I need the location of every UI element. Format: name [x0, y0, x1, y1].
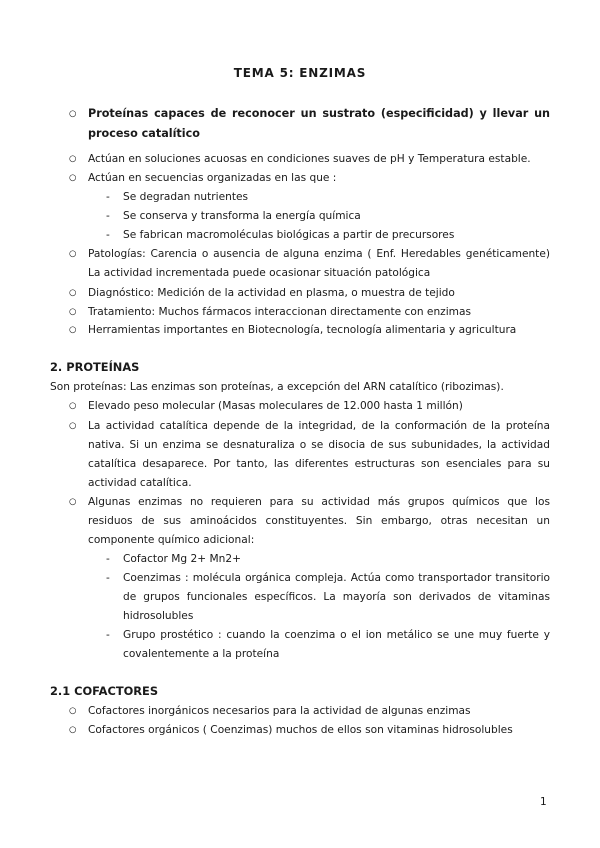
bullet-icon: ○	[69, 497, 77, 507]
dash-icon: -	[106, 210, 110, 222]
section-2-item-2-line-4: actividad catalítica.	[88, 477, 192, 489]
section-2-sub-3-line-1: Grupo prostético : cuando la coenzima o el ion metálico se une muy fuerte y	[123, 629, 550, 641]
section-2-sub-1: Cofactor Mg 2+ Mn2+	[123, 553, 241, 565]
section-2-item-3-line-3: componente químico adicional:	[88, 534, 255, 546]
dash-icon: -	[106, 629, 110, 641]
bullet-icon: ○	[69, 288, 77, 298]
intro-item-2: Actúan en soluciones acuosas en condiciones suaves de pH y Temperatura estable.	[88, 153, 531, 165]
intro-sub-1: Se degradan nutrientes	[123, 191, 249, 203]
section-2-item-2-line-3: catalítica desaparece. Por tanto, las diferentes estructuras son esenciales para su	[88, 458, 550, 470]
bullet-icon: ○	[69, 249, 77, 259]
intro-item-7: Herramientas importantes en Biotecnología, tecnología alimentaria y agricultura	[88, 324, 517, 336]
section-2-1-heading: 2.1 COFACTORES	[50, 684, 159, 698]
dash-icon: -	[106, 191, 110, 203]
bullet-icon: ○	[69, 154, 77, 164]
section-2-1-item-2: Cofactores orgánicos ( Coenzimas) muchos de ellos son vitaminas hidrosolubles	[88, 724, 513, 736]
intro-item-1-line-2: proceso catalítico	[88, 127, 200, 140]
bullet-icon: ○	[69, 109, 77, 119]
section-2-item-1: Elevado peso molecular (Masas moleculares de 12.000 hasta 1 millón)	[88, 400, 463, 412]
intro-sub-2: Se conserva y transforma la energía química	[123, 210, 361, 222]
bullet-icon: ○	[69, 325, 77, 335]
section-2-1-item-1: Cofactores inorgánicos necesarios para la actividad de algunas enzimas	[88, 705, 471, 717]
section-2-sub-2-line-3: hidrosolubles	[123, 610, 194, 622]
intro-item-1-line-1: Proteínas capaces de reconocer un sustrato (especificidad) y llevar un	[88, 107, 550, 120]
page-title: TEMA 5: ENZIMAS	[233, 66, 367, 80]
bullet-icon: ○	[69, 725, 77, 735]
intro-item-3: Actúan en secuencias organizadas en las que :	[88, 172, 337, 184]
dash-icon: -	[106, 553, 110, 565]
bullet-icon: ○	[69, 307, 77, 317]
section-2-item-3-line-1: Algunas enzimas no requieren para su actividad más grupos químicos que los	[88, 496, 550, 508]
section-2-intro: Son proteínas: Las enzimas son proteínas, a excepción del ARN catalítico (ribozimas).	[50, 381, 504, 393]
page-number: 1	[540, 796, 547, 808]
section-2-sub-3-line-2: covalentemente a la proteína	[123, 648, 280, 660]
bullet-icon: ○	[69, 706, 77, 716]
section-2-heading: 2. PROTEÍNAS	[50, 360, 140, 374]
bullet-icon: ○	[69, 421, 77, 431]
section-2-sub-2-line-2: de grupos funcionales específicos. La mayoría son derivados de vitaminas	[123, 591, 550, 603]
dash-icon: -	[106, 229, 110, 241]
intro-item-4-line-2: La actividad incrementada puede ocasionar situación patológica	[88, 267, 431, 279]
dash-icon: -	[106, 572, 110, 584]
bullet-icon: ○	[69, 401, 77, 411]
intro-item-5: Diagnóstico: Medición de la actividad en plasma, o muestra de tejido	[88, 287, 455, 299]
bullet-icon: ○	[69, 173, 77, 183]
section-2-item-3-line-2: residuos de sus aminoácidos constituyentes. Sin embargo, otras necesitan un	[88, 515, 550, 527]
section-2-item-2-line-2: nativa. Si un enzima se desnaturaliza o se disocia de sus subunidades, la actividad	[88, 439, 550, 451]
section-2-item-2-line-1: La actividad catalítica depende de la integridad, de la conformación de la proteína	[88, 420, 550, 432]
intro-sub-3: Se fabrican macromoléculas biológicas a partir de precursores	[123, 229, 455, 241]
intro-item-6: Tratamiento: Muchos fármacos interaccionan directamente con enzimas	[88, 306, 471, 318]
section-2-sub-2-line-1: Coenzimas : molécula orgánica compleja. Actúa como transportador transitorio	[123, 572, 550, 584]
intro-item-4-line-1: Patologías: Carencia o ausencia de alguna enzima ( Enf. Heredables genéticamente)	[88, 248, 550, 260]
